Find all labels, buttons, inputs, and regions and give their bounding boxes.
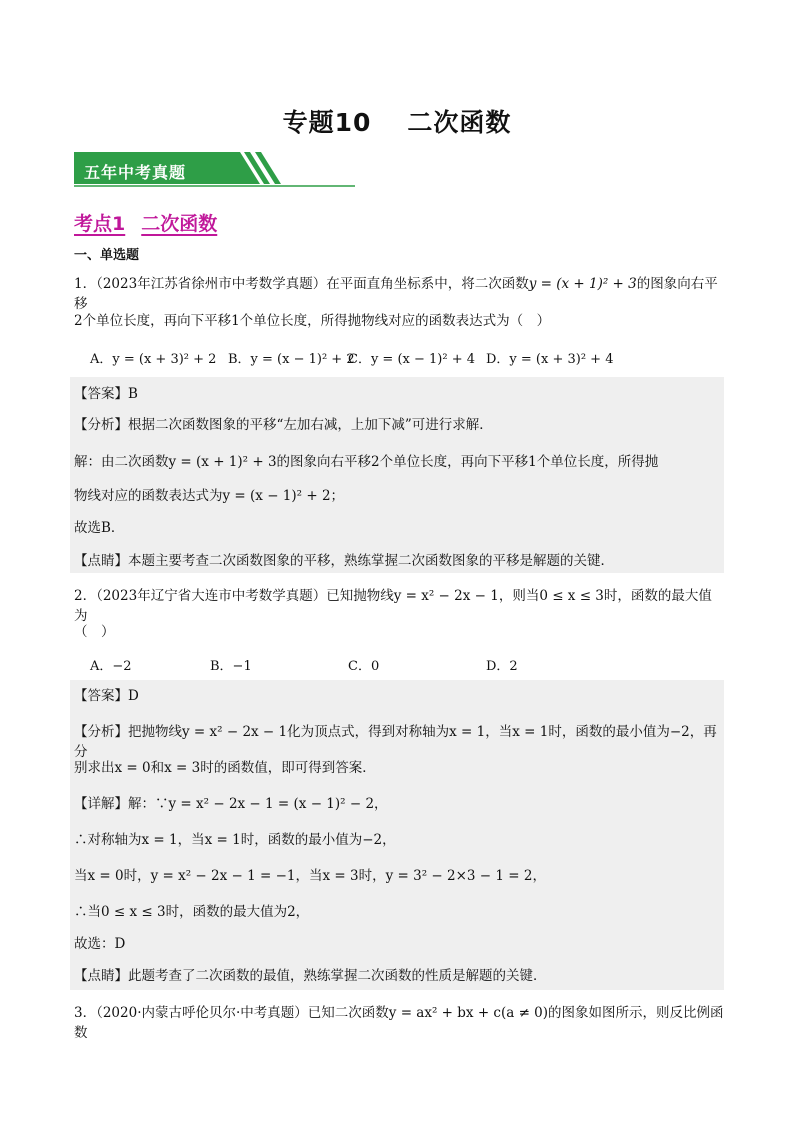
q3-stem-line1: 3．（2020·内蒙古呼伦贝尔·中考真题）已知二次函数y = ax² + bx + c(a ≠ 0)的图象如图所示，则反比例函数 bbox=[74, 1005, 724, 1041]
q1-answer-box bbox=[70, 377, 724, 573]
q1-answer: 【答案】B bbox=[74, 386, 138, 402]
page-title bbox=[0, 103, 794, 139]
q2-option-a: A．−2 bbox=[90, 659, 132, 674]
q2-option-c: C．0 bbox=[348, 659, 380, 674]
q2-analysis-line2: 别求出x = 0和x = 3时的函数值，即可得到答案． bbox=[74, 760, 376, 776]
q1-option-d: D．y = (x + 3)² + 4 bbox=[486, 352, 614, 367]
q1-analysis: 【分析】根据二次函数图象的平移“左加右减，上加下减”可进行求解． bbox=[74, 417, 493, 433]
topic-name: 二次函数 bbox=[141, 213, 218, 235]
q1-detail-line2: 物线对应的函数表达式为y = (x − 1)² + 2； bbox=[74, 488, 345, 504]
q2-stem-line1: 2．（2023年辽宁省大连市中考数学真题）已知抛物线y = x² − 2x − 1，则当0 ≤ x ≤ 3时，函数的最大值为 bbox=[74, 588, 712, 624]
q2-detail-line1: 【详解】解：∵y = x² − 2x − 1 = (x − 1)² − 2， bbox=[74, 796, 388, 812]
q1-stem-line2: 2个单位长度，再向下平移1个单位长度，所得抛物线对应的函数表达式为（ ） bbox=[74, 313, 551, 329]
q2-options bbox=[90, 655, 710, 675]
q1-detail-line1: 解：由二次函数y = (x + 1)² + 3的图象向右平移2个单位长度，再向下平移1个单位长度，所得抛 bbox=[74, 454, 659, 470]
q2-detail-line5: 故选：D bbox=[74, 936, 126, 952]
q2-analysis-line1: 【分析】把抛物线y = x² − 2x − 1化为顶点式，得到对称轴为x = 1，当x = 1时，函数的最小值为−2，再分 bbox=[74, 724, 717, 760]
q1-stem-line1: 1．（2023年江苏省徐州市中考数学真题）在平面直角坐标系中，将二次函数y = (x + 1)² + 3的图象向右平移 bbox=[74, 276, 718, 312]
q2-answer: 【答案】D bbox=[74, 688, 139, 704]
q2-detail-line3: 当x = 0时，y = x² − 2x − 1 = −1，当x = 3时，y = 3² − 2×3 − 1 = 2， bbox=[74, 868, 546, 884]
q1-option-c: C．y = (x − 1)² + 4 bbox=[348, 352, 475, 367]
q2-stem-line2: （ ） bbox=[74, 624, 115, 640]
title-main: 专题10 bbox=[282, 108, 372, 137]
q1-option-a: A．y = (x + 3)² + 2 bbox=[90, 352, 217, 367]
banner-label: 五年中考真题 bbox=[84, 163, 187, 182]
q2-detail-line4: ∴当0 ≤ x ≤ 3时，函数的最大值为2， bbox=[74, 904, 310, 920]
q1-options bbox=[90, 348, 710, 368]
q2-comment: 【点睛】此题考查了二次函数的最值，熟练掌握二次函数的性质是解题的关键． bbox=[74, 968, 547, 984]
q1-comment: 【点睛】本题主要考查二次函数图象的平移，熟练掌握二次函数图象的平移是解题的关键． bbox=[74, 553, 614, 569]
q2-detail-line2: ∴对称轴为x = 1，当x = 1时，函数的最小值为−2， bbox=[74, 832, 396, 848]
q2-option-d: D．2 bbox=[486, 659, 518, 674]
q1-formula: y = (x + 1)² + 3 bbox=[528, 276, 637, 292]
section-heading: 一、单选题 bbox=[74, 248, 140, 263]
topic-label: 考点1 bbox=[74, 213, 126, 235]
q2-option-b: B．−1 bbox=[210, 659, 252, 674]
title-sub: 二次函数 bbox=[407, 108, 512, 137]
q1-detail-line3: 故选B． bbox=[74, 520, 125, 536]
topic-heading bbox=[74, 209, 217, 236]
q1-option-b: B．y = (x − 1)² + 2 bbox=[228, 352, 355, 367]
